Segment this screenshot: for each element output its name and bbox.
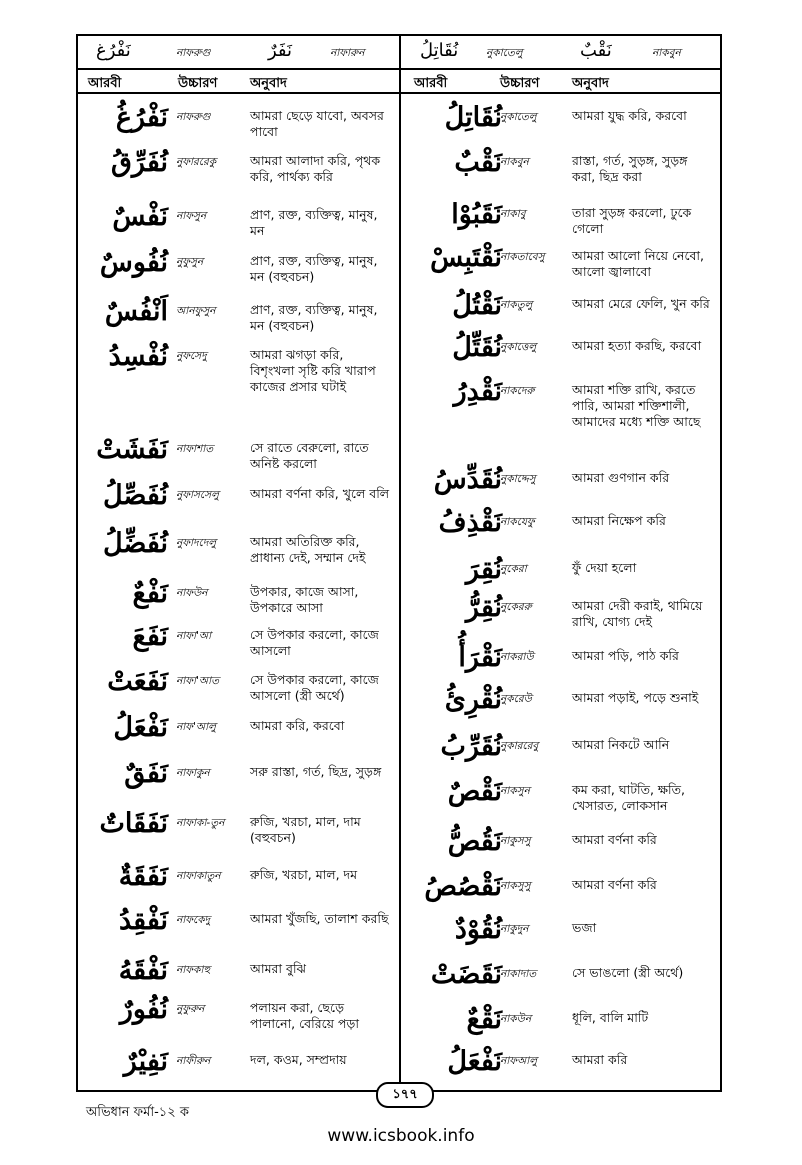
col-header-pron-left: উচ্চারণ: [178, 76, 218, 91]
header-right-pron-2: নাকবুন: [652, 47, 681, 59]
right-entry-arabic: نُقَاتِلُ: [444, 102, 502, 133]
left-entry-meaning: আমরা ছেড়ে যাবো, অবসর পাবো: [250, 108, 384, 139]
right-entry-pronunciation: নাকাদাত: [500, 968, 537, 980]
right-entry-arabic: نَقْبٌ: [454, 147, 502, 178]
left-entry-arabic: نَفَعَ: [132, 621, 168, 652]
left-entry-pronunciation: নুফুরুন: [176, 1003, 205, 1015]
header-left-arabic-2: نَفَرٌ: [268, 40, 293, 61]
header-right-arabic-1: نُقَاتِلُ: [420, 40, 459, 61]
right-entry-arabic: نَقَبُوْا: [451, 199, 502, 230]
right-entry-arabic: نَقْرَأُ: [458, 642, 502, 673]
left-entry-meaning: প্রাণ, রক্ত, ব্যক্তিত্ব, মানুষ, মন: [250, 207, 378, 238]
page-number: ১৭৭: [376, 1082, 434, 1108]
right-entry-meaning: ধূলি, বালি মাটি: [572, 1010, 649, 1025]
col-header-meaning-right: অনুবাদ: [572, 76, 609, 91]
right-entry-arabic: نَقْصٌ: [447, 776, 502, 807]
header-left-pron-1: নাফরুগু: [176, 47, 211, 59]
right-entry-meaning: আমরা গুণগান করি: [572, 470, 670, 485]
right-entry-meaning: আমরা নিকটে আনি: [572, 737, 670, 752]
header-rule-top: [76, 68, 722, 70]
left-entry-pronunciation: নুফসেদু: [176, 350, 207, 362]
right-entry-meaning: আমরা বর্ণনা করি: [572, 832, 657, 847]
right-entry-pronunciation: নাকসুসু: [500, 880, 531, 892]
col-header-meaning-left: অনুবাদ: [250, 76, 287, 91]
left-entry-pronunciation: নাফা'আ: [176, 630, 212, 642]
header-left-pron-2: নাফারুন: [330, 47, 365, 59]
left-entry-arabic: نَفَشَتْ: [96, 434, 168, 465]
left-entry-meaning: সে উপকার করলো, কাজে আসলো: [250, 627, 379, 658]
left-entry-arabic: نُفْسِدُ: [108, 341, 168, 372]
right-entry-arabic: نُقَدِّسُ: [433, 464, 502, 495]
left-entry-arabic: نُفَرِّقُ: [110, 147, 168, 178]
left-entry-arabic: نَفْعَلُ: [113, 712, 168, 743]
right-entry-meaning: তারা সুড়ঙ্গ করলো, ঢুকে গেলো: [572, 205, 692, 236]
left-entry-meaning: সে উপকার করলো, কাজে আসলো (স্ত্রী অর্থে): [250, 672, 379, 703]
right-entry-meaning: কম করা, ঘাটতি, ক্ষতি, খেসারত, লোকসান: [572, 782, 685, 813]
right-entry-pronunciation: নুকাদ্দেসু: [500, 473, 536, 485]
left-entry-arabic: نُفَضِّلُ: [102, 528, 168, 559]
left-entry-meaning: আমরা অতিরিক্ত করি, প্রাধান্য দেই, সম্মান দেই: [250, 534, 366, 565]
right-entry-pronunciation: নাকুসসু: [500, 835, 531, 847]
left-entry-meaning: দল, কওম, সম্প্রদায়: [250, 1052, 347, 1067]
right-entry-arabic: نُقُوْدٌ: [454, 914, 502, 945]
header-right-pron-1: নুকাতেলু: [486, 47, 523, 59]
right-entry-pronunciation: নাকযেফু: [500, 516, 535, 528]
right-entry-meaning: আমরা শক্তি রাখি, করতে পারি, আমরা শক্তিশালী, আমাদের মধ্যে শক্তি আছে: [572, 382, 701, 429]
left-entry-meaning: উপকার, কাজে আসা, উপকারে আসা: [250, 584, 359, 615]
right-entry-pronunciation: নাকউন: [500, 1013, 532, 1025]
right-entry-arabic: نَقَضَتْ: [430, 959, 502, 990]
right-entry-pronunciation: নাকদেরু: [500, 385, 535, 397]
right-entry-pronunciation: নাকসুন: [500, 785, 530, 797]
right-entry-meaning: আমরা হত্যা করছি, করবো: [572, 338, 702, 353]
right-entry-arabic: نُقِرَ: [465, 554, 502, 585]
header-right-arabic-2: نَقْبٌ: [580, 40, 612, 61]
left-entry-pronunciation: নাফাশাত: [176, 443, 214, 455]
left-entry-meaning: আমরা করি, করবো: [250, 718, 345, 733]
right-entry-arabic: نَفْعَلُ: [447, 1046, 502, 1077]
right-entry-arabic: نَقُصُّ: [447, 826, 502, 857]
left-entry-meaning: আমরা বুঝি: [250, 961, 306, 976]
left-entry-meaning: আমরা খুঁজছি, তালাশ করছি: [250, 911, 389, 926]
left-entry-pronunciation: নাফাকা-তুন: [176, 817, 225, 829]
right-entry-pronunciation: নুকেররু: [500, 601, 532, 613]
right-entry-pronunciation: নাকতুলু: [500, 299, 533, 311]
left-entry-pronunciation: নুফাররেকু: [176, 156, 217, 168]
right-entry-arabic: نَقْذِفُ: [438, 507, 502, 538]
header-left-arabic-1: نَفْرُغ: [96, 40, 131, 61]
right-entry-meaning: আমরা নিক্ষেপ করি: [572, 513, 666, 528]
right-entry-arabic: نُقَتِّلُ: [452, 332, 502, 363]
left-entry-arabic: نَفَعَتْ: [107, 666, 168, 697]
right-entry-meaning: আমরা যুদ্ধ করি, করবো: [572, 108, 687, 123]
left-entry-meaning: রুজি, খরচা, মাল, দম: [250, 867, 358, 882]
left-entry-meaning: প্রাণ, রক্ত, ব্যক্তিত্ব, মানুষ, মন (বহুবচন): [250, 302, 378, 333]
right-entry-arabic: نُقْرِئُ: [444, 684, 502, 715]
left-entry-pronunciation: নাফা'আত: [176, 675, 220, 687]
left-entry-meaning: আমরা ঝগড়া করি, বিশৃংখলা সৃষ্টি করি খারাপ কাজের প্রসার ঘটাই: [250, 347, 376, 394]
site-url[interactable]: www.icsbook.info: [327, 1126, 475, 1146]
left-entry-pronunciation: নাফসুন: [176, 210, 207, 222]
left-entry-pronunciation: নুফুসুন: [176, 256, 204, 268]
left-entry-meaning: রুজি, খরচা, মাল, দাম (বহুবচন): [250, 814, 361, 845]
right-entry-arabic: نَقْتُلُ: [452, 290, 502, 321]
right-entry-meaning: ভজা: [572, 920, 597, 935]
right-entry-meaning: সে ভাঙলো (স্ত্রী অর্থে): [572, 965, 684, 980]
left-entry-meaning: সরু রাস্তা, গর্ত, ছিদ্র, সুড়ঙ্গ: [250, 764, 382, 779]
right-entry-pronunciation: নাকবুন: [500, 156, 529, 168]
right-entry-meaning: আমরা দেরী করাই, থামিয়ে রাখি, যোগ্য দেই: [572, 598, 703, 629]
right-entry-arabic: نَقْعٌ: [466, 1004, 502, 1035]
left-entry-arabic: نَفِيْرٌ: [123, 1046, 168, 1077]
right-entry-arabic: نَقْصُصُ: [424, 871, 502, 902]
left-entry-pronunciation: নাফাকুন: [176, 767, 210, 779]
right-entry-meaning: আমরা পড়ি, পাঠ করি: [572, 648, 679, 663]
left-entry-pronunciation: নাফাকাতুন: [176, 870, 221, 882]
right-entry-pronunciation: নুকাররেবু: [500, 740, 539, 752]
left-entry-meaning: আমরা আলাদা করি, পৃথক করি, পার্থক্য করি: [250, 153, 381, 184]
left-entry-meaning: সে রাতে বেরুলো, রাতে অনিষ্ট করলো: [250, 440, 369, 471]
left-entry-arabic: اَنْفُسٌ: [104, 296, 168, 327]
right-entry-pronunciation: নাফআলু: [500, 1055, 538, 1067]
left-entry-arabic: نَفْعٌ: [132, 578, 168, 609]
right-entry-pronunciation: নুকেরা: [500, 563, 527, 575]
right-entry-arabic: نُقِرُّ: [465, 592, 502, 623]
right-entry-meaning: আমরা আলো নিয়ে নেবো, আলো জ্বালাবো: [572, 248, 705, 279]
right-entry-pronunciation: নাকরাউ: [500, 651, 534, 663]
left-entry-arabic: نَفَقَاتٌ: [99, 808, 168, 839]
right-entry-pronunciation: নাকুদুন: [500, 923, 529, 935]
right-entry-meaning: আমরা পড়াই, পড়ে শুনাই: [572, 690, 699, 705]
right-entry-meaning: আমরা করি: [572, 1052, 628, 1067]
left-entry-meaning: প্রাণ, রক্ত, ব্যক্তিত্ব, মানুষ, মন (বহুবচন): [250, 253, 378, 284]
right-entry-arabic: نَقْدِرُ: [453, 376, 502, 407]
left-entry-pronunciation: নাফউন: [176, 587, 208, 599]
left-entry-arabic: نَفْقَهُ: [118, 955, 168, 986]
left-entry-arabic: نُفَصِّلُ: [102, 480, 168, 511]
left-entry-pronunciation: নাফকাহু: [176, 964, 211, 976]
left-entry-arabic: نَفْسٌ: [112, 201, 168, 232]
left-entry-arabic: نَفْرُغُ: [115, 102, 168, 133]
left-entry-meaning: আমরা বর্ণনা করি, খুলে বলি: [250, 486, 390, 501]
col-header-arabic-right: আরবী: [414, 76, 448, 91]
right-entry-meaning: আমরা মেরে ফেলি, খুন করি: [572, 296, 710, 311]
col-header-pron-right: উচ্চারণ: [500, 76, 540, 91]
left-entry-pronunciation: নাফীরুন: [176, 1055, 211, 1067]
footer-text: অভিধান ফর্মা-১২ ক: [86, 1105, 189, 1120]
left-entry-meaning: পলায়ন করা, ছেড়ে পালানো, বেরিয়ে পড়া: [250, 1000, 359, 1031]
left-entry-pronunciation: নাফরুগু: [176, 111, 211, 123]
left-entry-pronunciation: নুফাসসেলু: [176, 489, 219, 501]
right-entry-pronunciation: নাকাবু: [500, 208, 526, 220]
col-header-arabic-left: আরবী: [88, 76, 122, 91]
left-entry-arabic: نُفُوسٌ: [99, 247, 168, 278]
header-rule-bottom: [76, 92, 722, 94]
left-entry-arabic: نُفُورٌ: [119, 994, 168, 1025]
left-entry-pronunciation: নুফাদদেলু: [176, 537, 217, 549]
right-entry-pronunciation: নুকরেউ: [500, 693, 532, 705]
right-entry-arabic: نُقَرِّبُ: [440, 731, 502, 762]
right-entry-meaning: ফুঁ দেয়া হলো: [572, 560, 637, 575]
left-entry-arabic: نَفَقَةٌ: [118, 861, 168, 892]
left-entry-arabic: نَفَقٌ: [124, 758, 168, 789]
left-entry-pronunciation: আনফুসুন: [176, 305, 216, 317]
left-entry-pronunciation: নাফ'আলু: [176, 721, 216, 733]
right-entry-pronunciation: নুকাত্তেলু: [500, 341, 537, 353]
right-entry-meaning: আমরা বর্ণনা করি: [572, 877, 657, 892]
right-entry-arabic: نَقْتَبِسْ: [430, 242, 502, 273]
right-entry-meaning: রাস্তা, গর্ত, সুড়ঙ্গ, সুড়ঙ্গ করা, ছিদ্র করা: [572, 153, 688, 184]
right-entry-pronunciation: নুকাতেলু: [500, 111, 537, 123]
left-entry-pronunciation: নাফকেদু: [176, 914, 211, 926]
right-entry-pronunciation: নাকতাবেসু: [500, 251, 545, 263]
column-divider: [399, 34, 401, 1092]
left-entry-arabic: نَفْقِدُ: [118, 905, 168, 936]
